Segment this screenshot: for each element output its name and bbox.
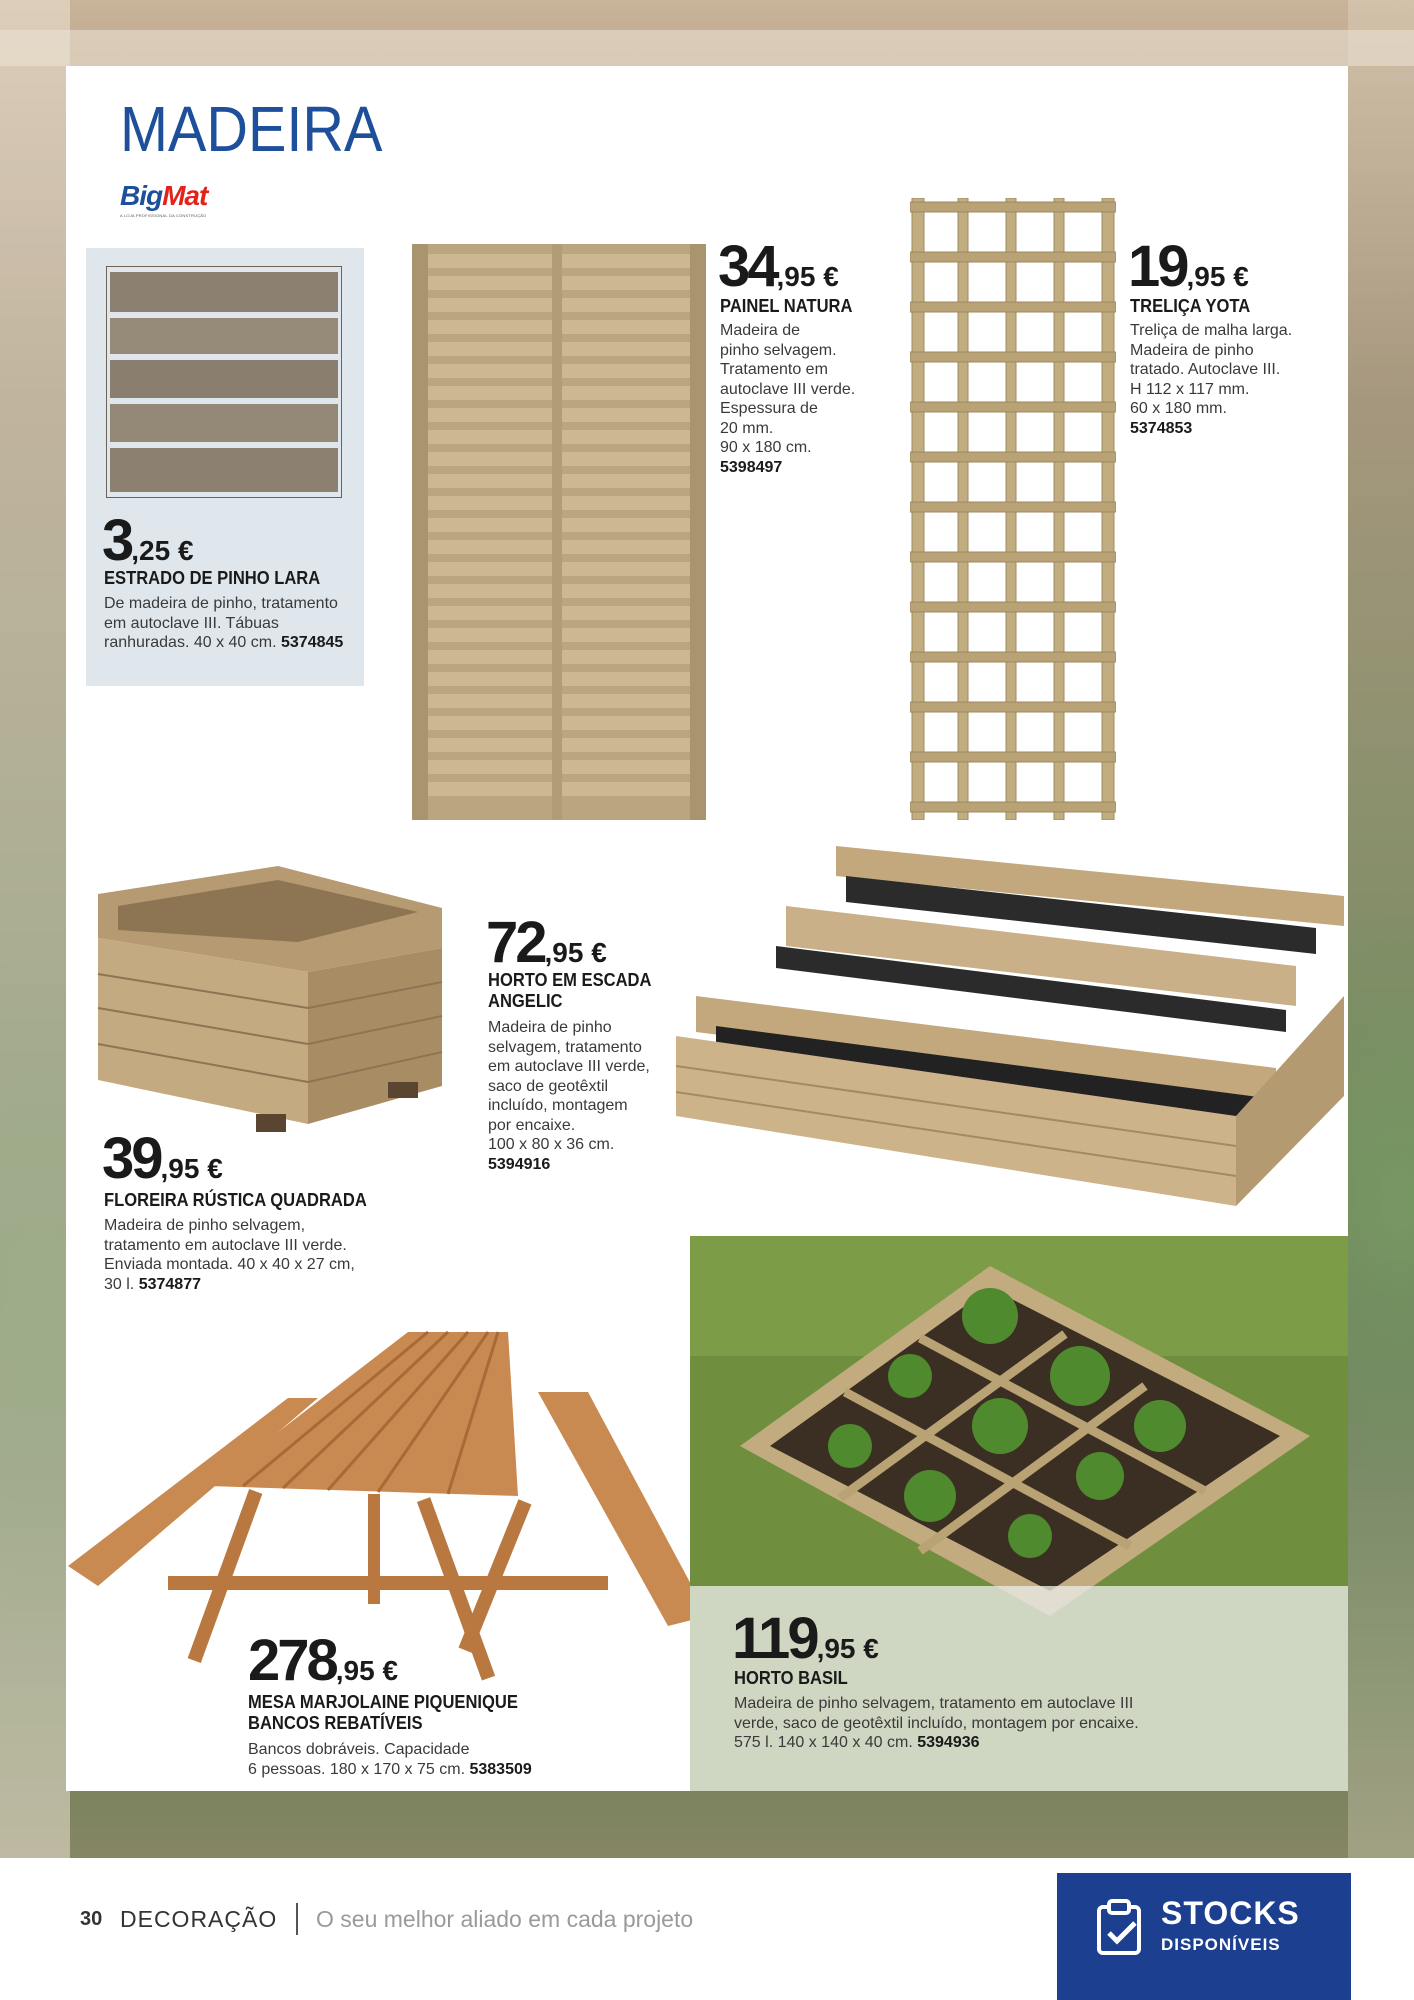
painel-image bbox=[412, 244, 706, 820]
horto-escada-name-line: HORTO EM ESCADA bbox=[488, 970, 652, 990]
painel-name: PAINEL NATURA bbox=[720, 296, 853, 316]
estrado-name: ESTRADO DE PINHO LARA bbox=[104, 568, 321, 588]
horto-basil-code: 5394936 bbox=[917, 1734, 980, 1751]
estrado-desc-text: De madeira de pinho, tratamento em autoclave III. Tábuas ranhuradas. 40 x 40 cm. bbox=[104, 595, 338, 651]
estrado-code: 5374845 bbox=[281, 634, 344, 651]
footer-slogan: O seu melhor aliado em cada projeto bbox=[316, 1906, 694, 1932]
mesa-price-dec: ,95 € bbox=[335, 1655, 399, 1686]
footer-section-name: DECORAÇÃO bbox=[120, 1906, 278, 1932]
painel-desc bbox=[720, 321, 920, 477]
painel-price-dec: ,95 € bbox=[776, 261, 839, 292]
horto-basil-name: HORTO BASIL bbox=[734, 1668, 848, 1688]
background-slat bbox=[1348, 0, 1414, 2000]
horto-escada-name bbox=[488, 970, 651, 1012]
bigmat-logo bbox=[120, 180, 226, 222]
horto-escada-image bbox=[676, 836, 1344, 1212]
estrado-price-dec: ,25 € bbox=[131, 535, 194, 566]
horto-escada-desc-line: selvagem, tratamento bbox=[488, 1038, 642, 1056]
painel-desc-line: 20 mm. bbox=[720, 419, 774, 437]
floreira-price-int: 39 bbox=[102, 1126, 161, 1191]
mesa-name-line: BANCOS REBATÍVEIS bbox=[248, 1713, 423, 1733]
trelica-image bbox=[910, 198, 1116, 820]
horto-basil-price-dec: ,95 € bbox=[816, 1633, 879, 1664]
floreira-price bbox=[102, 1126, 223, 1191]
painel-desc-line: Tratamento em bbox=[720, 361, 828, 378]
painel-price bbox=[718, 234, 839, 299]
trelica-desc-line: Madeira de pinho bbox=[1130, 341, 1254, 359]
trelica-desc-line: tratado. Autoclave III. bbox=[1130, 361, 1281, 378]
trelica-price-dec: ,95 € bbox=[1186, 261, 1249, 292]
trelica-price-int: 19 bbox=[1128, 234, 1187, 299]
logo-mat: Mat bbox=[162, 180, 208, 211]
trelica-desc-line: Treliça de malha larga. bbox=[1130, 322, 1293, 339]
mesa-code: 5383509 bbox=[469, 1760, 532, 1778]
horto-basil-desc-line: verde, saco de geotêxtil incluído, montagem por encaixe. bbox=[734, 1714, 1139, 1732]
painel-price-int: 34 bbox=[718, 234, 777, 299]
horto-escada-desc-line: 100 x 80 x 36 cm. bbox=[488, 1136, 615, 1153]
horto-escada-desc bbox=[488, 1018, 688, 1174]
horto-escada-price bbox=[486, 910, 607, 975]
stocks-badge bbox=[1057, 1873, 1351, 2000]
horto-escada-desc-line: em autoclave III verde, bbox=[488, 1058, 650, 1075]
horto-basil-price-int: 119 bbox=[732, 1606, 817, 1671]
horto-escada-desc-line: incluído, montagem bbox=[488, 1097, 628, 1114]
mesa-desc bbox=[248, 1740, 568, 1779]
background-slat bbox=[0, 30, 1414, 66]
horto-escada-price-int: 72 bbox=[486, 910, 545, 975]
horto-escada-desc-line: por encaixe. bbox=[488, 1116, 576, 1134]
horto-basil-desc-line: Madeira de pinho selvagem, tratamento em autoclave III bbox=[734, 1695, 1134, 1712]
mesa-name bbox=[248, 1692, 518, 1734]
footer-divider bbox=[296, 1903, 298, 1935]
floreira-desc-last: 30 l. bbox=[104, 1275, 135, 1293]
horto-escada-desc-line: Madeira de pinho bbox=[488, 1019, 612, 1036]
painel-desc-line: Madeira de bbox=[720, 322, 801, 339]
floreira-desc-line: tratamento em autoclave III verde. bbox=[104, 1236, 347, 1254]
floreira-desc-line: Enviada montada. 40 x 40 x 27 cm, bbox=[104, 1256, 355, 1273]
painel-desc-line: autoclave III verde. bbox=[720, 380, 856, 398]
painel-desc-line: pinho selvagem. bbox=[720, 341, 837, 359]
painel-desc-line: 90 x 180 cm. bbox=[720, 439, 812, 456]
clipboard-check-icon bbox=[1095, 1899, 1147, 1957]
horto-escada-name-line: ANGELIC bbox=[488, 991, 563, 1011]
logo-wordmark bbox=[120, 180, 226, 212]
trelica-desc bbox=[1130, 321, 1340, 438]
horto-basil-desc bbox=[734, 1694, 1294, 1753]
horto-escada-code: 5394916 bbox=[488, 1155, 551, 1173]
horto-basil-price bbox=[732, 1606, 879, 1671]
stocks-badge-title: STOCKS bbox=[1161, 1895, 1300, 1931]
mesa-desc-line: Bancos dobráveis. Capacidade bbox=[248, 1741, 470, 1758]
floreira-desc-line: Madeira de pinho selvagem, bbox=[104, 1217, 306, 1234]
trelica-code: 5374853 bbox=[1130, 419, 1193, 437]
floreira-image bbox=[88, 856, 448, 1136]
trelica-desc-line: H 112 x 117 mm. bbox=[1130, 380, 1250, 398]
background-slat bbox=[0, 0, 70, 2000]
stocks-badge-subtitle: DISPONÍVEIS bbox=[1161, 1935, 1281, 1954]
mesa-price-int: 278 bbox=[248, 1628, 336, 1693]
painel-desc-line: Espessura de bbox=[720, 400, 818, 417]
estrado-price-int: 3 bbox=[102, 508, 132, 573]
painel-code: 5398497 bbox=[720, 458, 783, 476]
floreira-desc bbox=[104, 1216, 424, 1294]
floreira-code: 5374877 bbox=[138, 1275, 201, 1293]
horto-basil-desc-last: 575 l. 140 x 140 x 40 cm. bbox=[734, 1734, 913, 1751]
estrado-image bbox=[106, 266, 342, 498]
page-number: 30 bbox=[80, 1908, 103, 1930]
horto-escada-desc-line: saco de geotêxtil bbox=[488, 1077, 609, 1095]
trelica-name: TRELIÇA YOTA bbox=[1130, 296, 1251, 316]
floreira-price-dec: ,95 € bbox=[160, 1153, 223, 1184]
logo-tagline: A LOJA PROFISSIONAL DA CONSTRUÇÃO bbox=[120, 213, 207, 218]
estrado-desc bbox=[104, 594, 344, 653]
floreira-name: FLOREIRA RÚSTICA QUADRADA bbox=[104, 1190, 367, 1210]
trelica-price bbox=[1128, 234, 1249, 299]
logo-big: Big bbox=[120, 180, 163, 211]
mesa-name-line: MESA MARJOLAINE PIQUENIQUE bbox=[248, 1692, 518, 1712]
trelica-desc-line: 60 x 180 mm. bbox=[1130, 400, 1227, 417]
horto-escada-price-dec: ,95 € bbox=[544, 937, 607, 968]
mesa-price bbox=[248, 1628, 399, 1693]
mesa-desc-last: 6 pessoas. 180 x 170 x 75 cm. bbox=[248, 1760, 466, 1778]
section-title: MADEIRA bbox=[120, 93, 383, 165]
estrado-price bbox=[102, 508, 194, 573]
